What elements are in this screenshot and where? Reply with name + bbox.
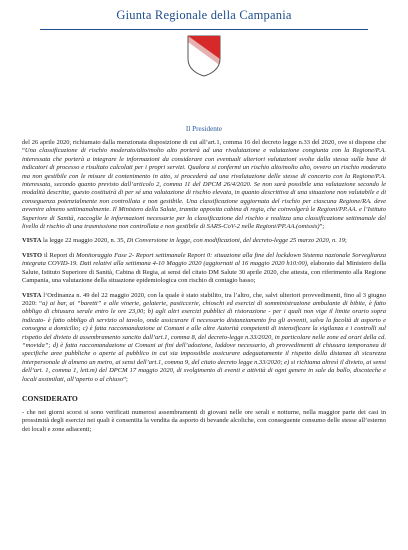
paragraph-text: del 26 aprile 2020, richiamato dalla menzionata disposizione di cui all’art.1, comma 16 del decreto legge n.33 del 2020, ove si dispone che “ (22, 139, 386, 155)
paragraph-text-end: , elaborato dal Ministero della Salute, Istituto Superiore di Sanità, Cabina di Regia, ai sensi del citato DM Salute 30 aprile 2020, che attesta, con riferimento alla Regione Campania, una valutazione della situazione epidemiologica con rischio di contagio basso; (22, 260, 387, 285)
campania-coat-of-arms-icon (187, 35, 221, 77)
paragraph-lead: VISTO (22, 251, 43, 259)
letterhead-rule (40, 29, 368, 30)
paragraph-quote: Una classificazione di rischio moderato/alto/molto alto porterà ad una rivalutazione e valutazione congiunta con la Regione/P.A. interessata che porterà a integrare le informazioni da considerare con eventuali ulteriori valutazioni svolte dalla stessa sulla base di indicatori di processo e risultato calcolati per i propri servizi. Qualora si confermi un rischio alto/molto alto, ovvero un rischio moderato ma non gestibile con le misure di contenimento in atto, si procederà ad una rivalutazione delle stesse di concerto con la Regione/P.A. interessata, secondo quanto previsto dall’articolo 2, comma 11 del DPCM 26/4/2020. Se non sarà possibile una valutazione secondo le modalità descritte, questo costituirà di per sé una valutazione di rischio elevata, in quanto descrittiva di una situazione non valutabile e di conseguenza potenzialmente non controllata e non gestibile. Una classificazione aggiornata del rischio per ciascuna Regione/RA. deve avvenire almeno settimanalmente. Il Ministero della Salute, tramite apposita cabina di regia, che coinvolgerà le Regioni/PP.AA. e l’Istituto Superiore di Sanità, raccoglie le informazioni necessarie per la classificazione del rischio e realizza una classificazione settimanale del livello di rischio di una trasmissione non controllata e non gestibile di SARS-CoV-2 nelle Regioni/PP.AA.(omissis) (22, 147, 386, 231)
paragraph-monitoring-dm (22, 139, 386, 231)
paragraph-vista-ordinanza (22, 292, 386, 384)
paragraph-visto-report (22, 252, 386, 286)
letterhead-title: Giunta Regionale della Campania (116, 8, 292, 22)
paragraph-considerato: - che nei giorni scorsi si sono verificati numerosi assembramenti di giovani nelle ore serali e notturne, nella maggior parte dei casi in prossimità degli esercizi nei quali è consentita la vendita da asporto di bevande alcoliche, con conseguente consumo delle stesse all’esterno dei locali e zone adiacenti; (22, 408, 386, 433)
paragraph-quote: Di Conversione in legge, con modificazioni, del decreto-legge 25 marzo 2020, n. 19 (126, 237, 345, 245)
paragraph-text: la legge 22 maggio 2020, n. 35, (41, 237, 127, 245)
paragraph-quote: a) ai bar, ai “baretti” e alle vinerie, gelaterie, pasticcerie, chioschi ed esercizi di somministrazione ambulante di bibite, è fatto obbligo di chiusura serale entro le ore 23,00; b) agli altri esercizi pubblici di ristorazione - per i quali non vige il limite orario sopra indicato- è fatto obbligo di servizio al tavolo, onde assicurare il necessario distanziamento fra gli avventi, salva la facoltà di asporto e consegna a domicilio; c) è fatta raccomandazione ai Comuni e alle altre Autorità competenti di intensificare la vigilanza e i controlli sul rispetto del divieto di assembramento sancito dall’art.1, comma 8, del decreto-legge n.33/2020, in particolare nelle zone ed orari della cd. “movida”; d) è fatta raccomandazione ai Comuni ai fini dell’adozione, laddove necessario, di provvedimenti di chiusura temporanea di specifiche aree pubbliche o aperte al pubblico in cui sia impossibile assicurare adeguatamente il rispetto della distanza di sicurezza interpersonale di almeno un metro, ai sensi dell’art.1, comma 9, del citato decreto legge n.33/2020; e) si richiama altresì il divieto, ai sensi dell’art. 1, comma 1, lett.m) del DPCM 17 maggio 2020, di svolgimento di eventi e attività di ogni genere in sale da ballo, discoteche e locali assimilati, all’aperto o al chiuso (22, 299, 386, 383)
paragraph-lead: VISTA (22, 237, 42, 245)
paragraph-text-end: ”; (123, 375, 128, 383)
paragraph-text: il Report di (42, 251, 77, 259)
paragraph-text-end: ”; (319, 223, 325, 231)
subtitle-president: Il Presidente (185, 125, 223, 133)
paragraph-lead: VISTA (22, 291, 42, 299)
paragraph-vista-legge (22, 237, 386, 245)
letterhead (22, 0, 386, 81)
paragraph-text: l’Ordinanza n. 49 del 22 maggio 2020, con la quale è stato stabilito, tra l’altro, che, salvi ulteriori provvedimenti, fino al 3 giugno 2020: “ (22, 291, 386, 307)
paragraph-quote: Monitoraggio Fase 2- Report settimanale Report 0: situazione alla fine del lockdown Sistema nazionale Sorveglianza integrata COVID-19. Dati relativi alla settimana 4-10 Maggio 2020 (aggiornati al 16 maggio 2020 h10:00) (22, 251, 387, 268)
paragraph-text-end: ; (344, 237, 347, 245)
regional-emblem (22, 35, 386, 81)
section-heading-considerato: CONSIDERATO (22, 393, 78, 403)
